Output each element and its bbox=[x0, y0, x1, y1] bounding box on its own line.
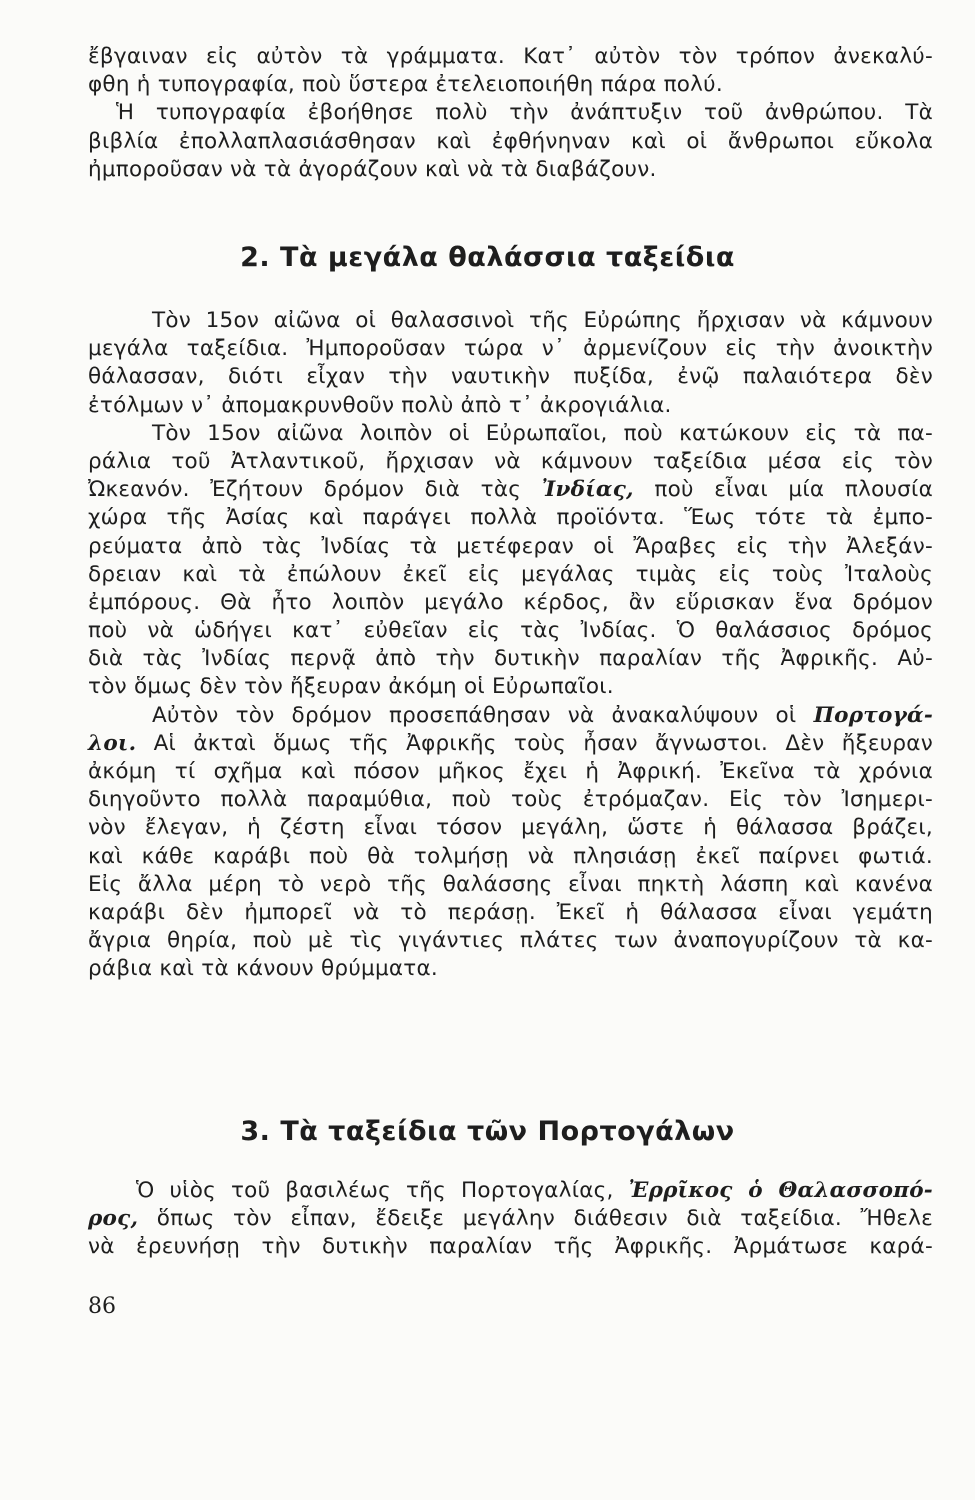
text-line: φθη ἡ τυπογραφία, ποὺ ὕστερα ἐτελειοποιήθη πάρα πολύ. bbox=[88, 72, 723, 98]
emphasis-text: λοι. bbox=[88, 730, 137, 756]
text-line: νὸν ἔλεγαν, ἡ ζέστη εἶναι τόσον μεγάλη, ὥστε ἡ θάλασσα βράζει, bbox=[88, 815, 933, 841]
emphasis-text: Ἰνδίας, bbox=[541, 477, 634, 503]
text-line: θάλασσαν, διότι εἶχαν τὴν ναυτικὴν πυξίδα, ἐνῷ παλαιότερα δὲν bbox=[88, 364, 933, 390]
section-heading-2: 2. Τὰ μεγάλα θαλάσσια ταξείδια bbox=[240, 242, 735, 273]
text-line bbox=[88, 730, 933, 758]
text-line bbox=[88, 702, 933, 730]
text-line: ράβια καὶ τὰ κάνουν θρύμματα. bbox=[88, 956, 438, 982]
paragraph-block-3 bbox=[88, 1177, 933, 1262]
text-line: Τὸν 15ον αἰῶνα λοιπὸν οἱ Εὐρωπαῖοι, ποὺ κατώκουν εἰς τὰ πα- bbox=[152, 420, 933, 446]
emphasis-text: Πορτογά- bbox=[813, 702, 933, 728]
text-line: μεγάλα ταξείδια. Ἠμποροῦσαν τώρα ν᾽ ἀρμενίζουν εἰς τὴν ἀνοικτὴν bbox=[88, 336, 933, 362]
text-run: Αὐτὸν τὸν δρόμον προσεπάθησαν νὰ ἀνακαλύψουν οἱ bbox=[152, 702, 797, 728]
text-line: βιβλία ἐπολλαπλασιάσθησαν καὶ ἐφθήνηναν καὶ οἱ ἄνθρωποι εὔκολα bbox=[88, 128, 933, 154]
text-run: Ὁ υἱὸς τοῦ βασιλέως τῆς Πορτογαλίας, bbox=[136, 1178, 614, 1203]
text-line: ἀκόμη τί σχῆμα καὶ πόσον μῆκος ἔχει ἡ Ἀφρική. Ἐκεῖνα τὰ χρόνια bbox=[88, 759, 933, 784]
text-run: ποὺ εἶναι μία πλουσία bbox=[633, 477, 933, 503]
text-line: ἐμπόρους. Θὰ ἦτο λοιπὸν μεγάλο κέρδος, ἂν εὕρισκαν ἕνα δρόμον bbox=[88, 589, 933, 615]
text-line: διηγοῦντο πολλὰ παραμύθια, ποὺ τοὺς ἐτρόμαζαν. Εἰς τὸν Ἰσημερι- bbox=[88, 787, 933, 813]
text-run: Ὠκεανόν. Ἐζήτουν δρόμον διὰ τὰς bbox=[88, 477, 522, 503]
text-line: ἔβγαιναν εἰς αὐτὸν τὰ γράμματα. Κατ᾽ αὐτὸν τὸν τρόπον ἀνεκαλύ- bbox=[88, 44, 933, 69]
text-line: ἐτόλμων ν᾽ ἀπομακρυνθοῦν πολὺ ἀπὸ τ᾽ ἀκρογιάλια. bbox=[88, 392, 672, 418]
text-line: χώρα τῆς Ἀσίας καὶ παράγει πολλὰ προϊόντα. Ἕως τότε τὰ ἐμπο- bbox=[88, 505, 933, 531]
text-line: ἄγρια θηρία, ποὺ μὲ τὶς γιγάντιες πλάτες των ἀναπογυρίζουν τὰ κα- bbox=[88, 928, 933, 954]
text-line: Εἰς ἄλλα μέρη τὸ νερὸ τῆς θαλάσσης εἶναι πηκτὴ λάσπη καὶ κανένα bbox=[88, 871, 933, 897]
text-line: ρεύματα ἀπὸ τὰς Ἰνδίας τὰ μετέφεραν οἱ Ἄραβες εἰς τὴν Ἀλεξάν- bbox=[88, 533, 933, 559]
paragraph-block-1 bbox=[88, 43, 933, 184]
text-line: καὶ κάθε καράβι ποὺ θὰ τολμήσῃ νὰ πλησιάσῃ ἐκεῖ παίρνει φωτιά. bbox=[88, 843, 933, 869]
paragraph-block-2 bbox=[88, 307, 933, 984]
text-run: Αἱ ἀκταὶ ὅμως τῆς Ἀφρικῆς τοὺς ἦσαν ἄγνωστοι. Δὲν ἤξευραν bbox=[136, 730, 933, 756]
text-line: Ἡ τυπογραφία ἐβοήθησε πολὺ τὴν ἀνάπτυξιν τοῦ ἀνθρώπου. Τὰ bbox=[116, 100, 933, 126]
section-heading-3: 3. Τὰ ταξείδια τῶν Πορτογάλων bbox=[240, 1116, 735, 1147]
text-line: Τὸν 15ον αἰῶνα οἱ θαλασσινοὶ τῆς Εὐρώπης ἤρχισαν νὰ κάμνουν bbox=[152, 308, 933, 333]
emphasis-text: ρος, bbox=[88, 1206, 139, 1232]
text-line bbox=[88, 476, 933, 504]
text-run: ὅπως τὸν εἶπαν, ἔδειξε μεγάλην διάθεσιν διὰ ταξείδια. Ἤθελε bbox=[138, 1206, 933, 1232]
page-number: 86 bbox=[88, 1294, 116, 1319]
text-line: καράβι δὲν ἠμπορεῖ νὰ τὸ περάσῃ. Ἐκεῖ ἡ θάλασσα εἶναι γεμάτη bbox=[88, 899, 933, 925]
text-line bbox=[88, 1177, 933, 1205]
text-line: διὰ τὰς Ἰνδίας περνᾷ ἀπὸ τὴν δυτικὴν παραλίαν τῆς Ἀφρικῆς. Αὐ- bbox=[88, 646, 933, 672]
text-line: νὰ ἐρευνήσῃ τὴν δυτικὴν παραλίαν τῆς Ἀφρικῆς. Ἀρμάτωσε καρά- bbox=[88, 1234, 933, 1260]
text-line: τὸν ὅμως δὲν τὸν ἤξευραν ἀκόμη οἱ Εὐρωπαῖοι. bbox=[88, 674, 614, 700]
text-line bbox=[88, 1205, 933, 1233]
text-line: ποὺ νὰ ὡδήγει κατ᾽ εὐθεῖαν εἰς τὰς Ἰνδίας. Ὁ θαλάσσιος δρόμος bbox=[88, 618, 933, 644]
text-line: ράλια τοῦ Ἀτλαντικοῦ, ἤρχισαν νὰ κάμνουν ταξείδια μέσα εἰς τὸν bbox=[88, 448, 933, 474]
emphasis-text: Ἐρρῖκος ὁ Θαλασσοπό- bbox=[628, 1178, 933, 1203]
text-line: ἠμποροῦσαν νὰ τὰ ἀγοράζουν καὶ νὰ τὰ διαβάζουν. bbox=[88, 156, 657, 182]
text-line: δρειαν καὶ τὰ ἐπώλουν ἐκεῖ εἰς μεγάλας τιμὰς εἰς τοὺς Ἰταλοὺς bbox=[88, 561, 933, 587]
